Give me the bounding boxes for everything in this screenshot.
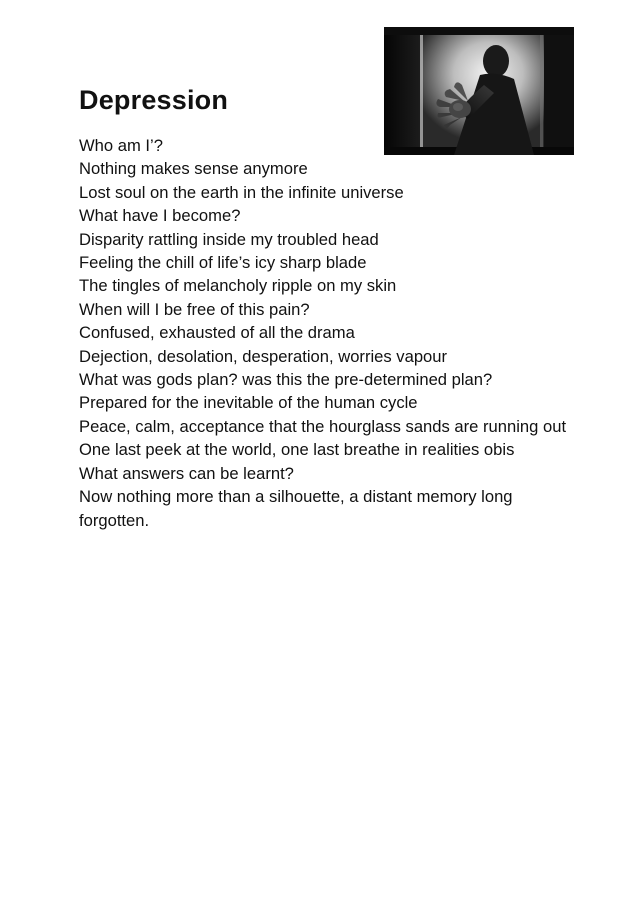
poem-line: Feeling the chill of life’s icy sharp blade <box>79 253 367 273</box>
poem-line: One last peek at the world, one last breathe in realities obis <box>79 440 515 460</box>
poem-line: The tingles of melancholy ripple on my skin <box>79 276 397 296</box>
poem-line: Peace, calm, acceptance that the hourglass sands are running out <box>79 416 567 436</box>
poem-title: Depression <box>79 85 229 115</box>
poem-line: Nothing makes sense anymore <box>79 159 308 179</box>
poem-line: What have I become? <box>79 206 241 226</box>
poem-body <box>79 134 579 532</box>
poem-line: Now nothing more than a silhouette, a distant memory long forgotten. <box>79 487 513 530</box>
poem-line: What answers can be learnt? <box>79 463 294 483</box>
poem-line: When will I be free of this pain? <box>79 299 310 319</box>
poem-line: Dejection, desolation, desperation, worries vapour <box>79 346 448 366</box>
poem-line: Lost soul on the earth in the infinite universe <box>79 182 404 202</box>
poem-line: Disparity rattling inside my troubled head <box>79 229 379 249</box>
poem-line: Prepared for the inevitable of the human cycle <box>79 393 418 413</box>
poem-line: What was gods plan? was this the pre-determined plan? <box>79 370 493 390</box>
poem-line: Confused, exhausted of all the drama <box>79 323 355 343</box>
poem-line: Who am I’? <box>79 136 163 155</box>
